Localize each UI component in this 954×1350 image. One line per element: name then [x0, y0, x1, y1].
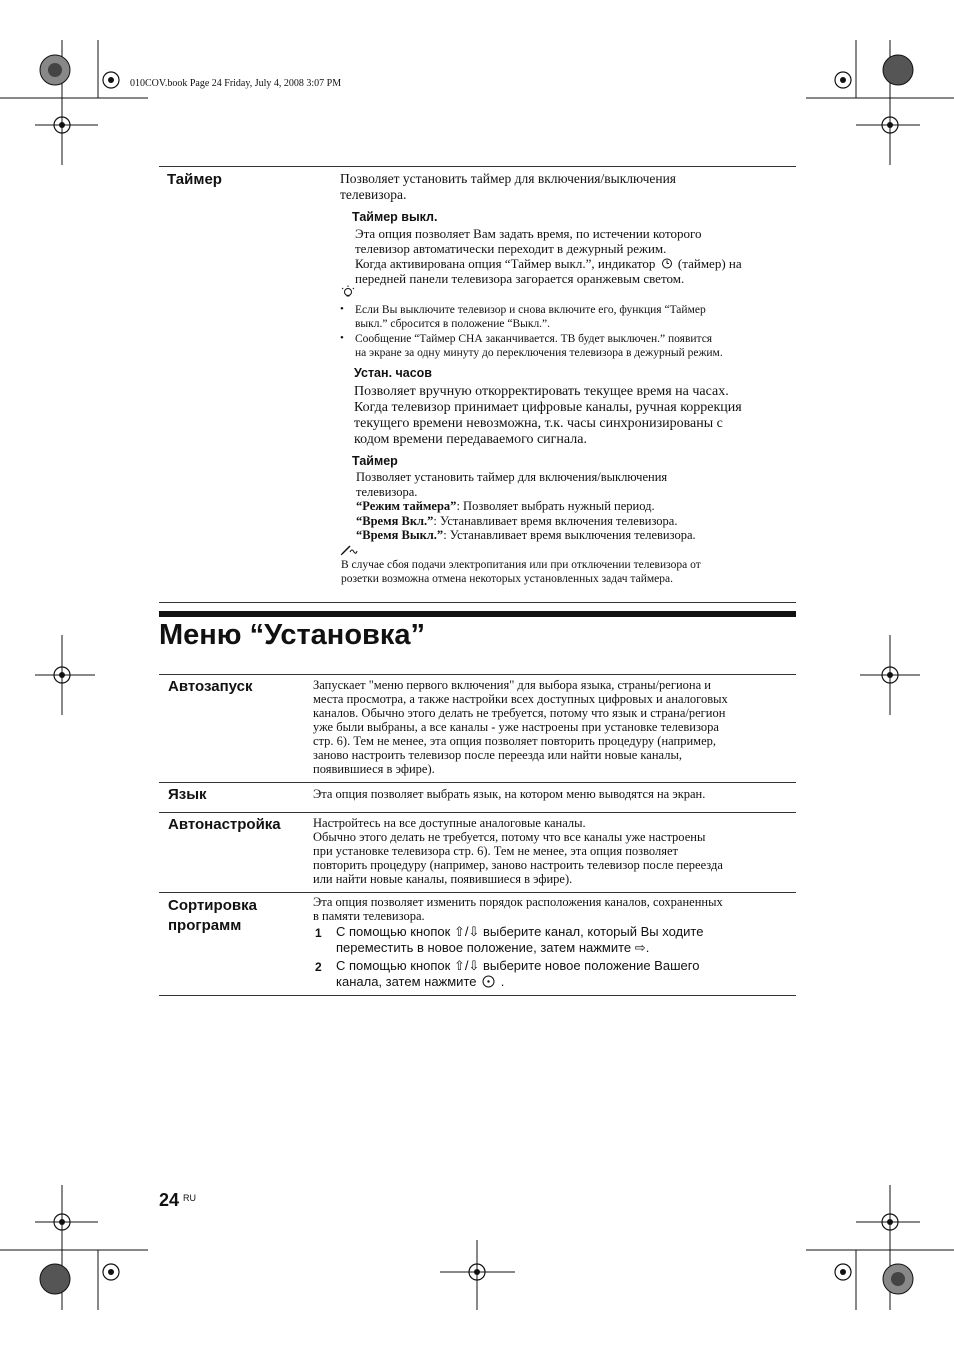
tip-bullet-2: •	[340, 332, 344, 344]
timer-note: В случае сбоя подачи электропитания или при отключении телевизора от розетки возможна отмена некоторых установленных задач таймера.	[341, 559, 701, 585]
down-arrow-icon: ⇩	[468, 958, 480, 973]
autotune-text: Настройтесь на все доступные аналоговые каналы. Обычно этого делать не требуется, потому что все каналы уже настроены при установке телевизора стр. 6). Тем не менее, эта опция позволяет повторить процедуру (например, заново настроить телевизор после переезда или найти новые каналы, появившиеся в эфире).	[313, 816, 723, 886]
title-bar	[159, 611, 796, 617]
page-header: 010COV.book Page 24 Friday, July 4, 2008 3:07 PM	[130, 78, 342, 89]
ok-button-icon	[482, 975, 495, 988]
timer-intro: Позволяет установить таймер для включения/выключения телевизора.	[340, 171, 677, 202]
timer-term: Таймер	[167, 171, 222, 188]
section-title: Меню “Установка”	[159, 619, 425, 651]
section-end-rule	[159, 602, 796, 603]
menu-rule-top	[159, 674, 796, 675]
menu-rule-2	[159, 782, 796, 783]
lightbulb-tip-icon	[340, 285, 356, 301]
sleep-timer-heading: Таймер выкл.	[352, 210, 438, 224]
timer-text: Позволяет установить таймер для включения/выключения телевизора. “Режим таймера”: Позволяет выбрать нужный период. “Время Вкл.”: Устанавливает время включения телевизора. “Время Выкл.”: Устанавливает время выключения телевизора.	[356, 470, 696, 542]
autostart-text: Запускает "меню первого включения" для выбора языка, страны/региона и места просмотра, а также настройки всех доступных цифровых и аналоговых каналов. Обычно этого делать не требуется, потому что язык и страна/регион уже были выбраны, а все каналы - уже настроены при установке телевизора стр. 6). Тем не менее, эта опция позволяет повторить процедуру (например, заново настроить телевизор после переезда или найти новые каналы, появившиеся в эфире).	[313, 678, 728, 776]
timer-heading: Таймер	[352, 454, 398, 468]
menu-rule-4	[159, 892, 796, 893]
up-arrow-icon: ⇧	[453, 958, 465, 973]
tip-1: Если Вы выключите телевизор и снова включите его, функция “Таймер выкл.” сбросится в положение “Выкл.”.	[355, 304, 706, 330]
step-2-text: С помощью кнопок ⇧/⇩ выберите новое положение Вашего канала, затем нажмите .	[336, 958, 700, 989]
clock-text: Позволяет вручную откорректировать текущее время на часах. Когда телевизор принимает цифровые каналы, ручная коррекция текущего времени невозможна, т.к. часы синхронизированы с кодом времени передаваемого сигнала.	[354, 384, 742, 447]
sleep-timer-text: Эта опция позволяет Вам задать время, по истечении которого телевизор автоматически переходит в дежурный режим. Когда активирована опция “Таймер выкл.”, индикатор (таймер) на передней панели телевизора загорается оранжевым светом.	[355, 226, 742, 286]
up-arrow-icon: ⇧	[453, 924, 465, 939]
pencil-note-icon	[340, 544, 358, 556]
autostart-term: Автозапуск	[168, 678, 253, 695]
tip-2: Сообщение “Таймер СНА заканчивается. ТВ будет выключен.” появится на экране за одну минуту до переключения телевизора в дежурный режим.	[355, 333, 723, 359]
page-number: 24	[159, 1190, 180, 1210]
step-1-text: С помощью кнопок ⇧/⇩ выберите канал, который Вы ходите переместить в новое положение, затем нажмите ⇨.	[336, 924, 704, 955]
sort-text: Эта опция позволяет изменить порядок расположения каналов, сохраненных в памяти телевизора.	[313, 895, 723, 923]
menu-rule-3	[159, 812, 796, 813]
sort-term: Сортировка программ	[168, 897, 257, 934]
step-number-1: 1	[315, 926, 322, 940]
clock-heading: Устан. часов	[354, 366, 432, 380]
down-arrow-icon: ⇩	[468, 924, 480, 939]
top-rule	[159, 166, 796, 167]
menu-rule-bottom	[159, 995, 796, 996]
timer-icon	[661, 257, 673, 269]
page-lang: RU	[183, 1193, 196, 1203]
language-text: Эта опция позволяет выбрать язык, на котором меню выводятся на экран.	[313, 787, 706, 801]
autotune-term: Автонастройка	[168, 816, 281, 833]
language-term: Язык	[168, 786, 207, 803]
step-number-2: 2	[315, 960, 322, 974]
right-arrow-icon: ⇨	[634, 940, 646, 955]
tip-bullet-1: •	[340, 303, 344, 315]
